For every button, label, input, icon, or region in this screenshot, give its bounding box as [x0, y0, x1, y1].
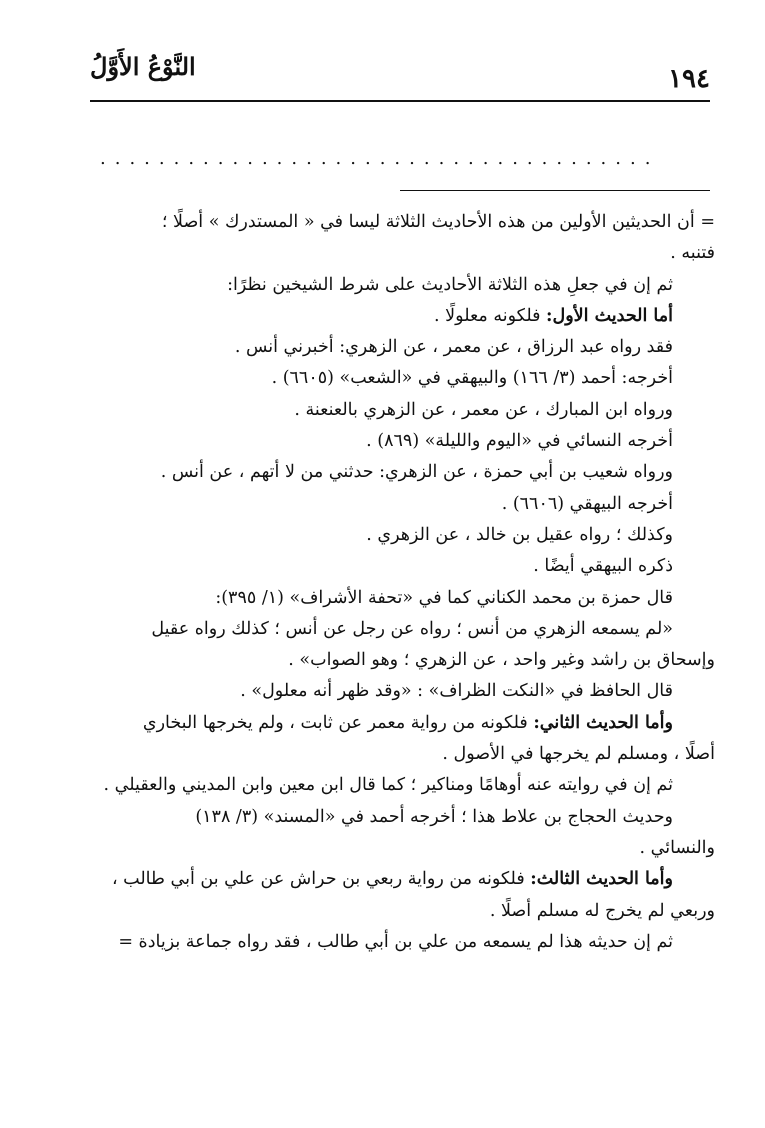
text-line	[80, 833, 715, 864]
line-text: فتنبه .	[670, 243, 715, 264]
line-text: أخرجه: أحمد (٣/ ١٦٦) والبيهقي في «الشعب» (٦٦٠٥) .	[271, 368, 673, 389]
text-line	[80, 207, 715, 238]
text-line	[80, 802, 715, 833]
header-rule	[90, 100, 710, 102]
text-line	[80, 614, 715, 645]
line-text: قال الحافظ في «النكت الظراف» : «وقد ظهر أنه معلول» .	[240, 681, 673, 702]
line-text: ثم إن في جعلِ هذه الثلاثة الأحاديث على شرط الشيخين نظرًا:	[227, 274, 673, 295]
line-text: وحديث الحجاج بن علاط هذا ؛ أخرجه أحمد في «المسند» (٣/ ١٣٨)	[195, 806, 673, 827]
line-text: والنسائي .	[639, 837, 715, 858]
text-line	[80, 770, 715, 801]
text-line	[80, 739, 715, 770]
section-heading: وأما الحديث الثاني:	[533, 712, 673, 733]
line-text: وإسحاق بن راشد وغير واحد ، عن الزهري ؛ وهو الصواب» .	[288, 650, 715, 671]
text-line	[80, 457, 715, 488]
text-line	[80, 676, 715, 707]
omitted-text-dots: ......................................	[100, 148, 660, 169]
line-text: ورواه ابن المبارك ، عن معمر ، عن الزهري بالعنعنة .	[294, 399, 673, 420]
section-heading: وأما الحديث الثالث:	[530, 869, 673, 890]
line-text: وكذلك ؛ رواه عقيل بن خالد ، عن الزهري .	[366, 524, 673, 545]
text-line	[80, 896, 715, 927]
line-text: ثم إن في روايته عنه أوهامًا ومناكير ؛ كما قال ابن معين وابن المديني والعقيلي .	[103, 775, 673, 796]
line-text: وربعي لم يخرج له مسلم أصلًا .	[489, 900, 715, 921]
line-text: «لم يسمعه الزهري من أنس ؛ رواه عن رجل عن أنس ؛ كذلك رواه عقيل	[151, 618, 673, 639]
text-line	[80, 270, 715, 301]
line-text: فقد رواه عبد الرزاق ، عن معمر ، عن الزهري: أخبرني أنس .	[234, 337, 673, 358]
line-text: ذكره البيهقي أيضًا .	[533, 556, 673, 577]
line-text: = أن الحديثين الأولين من هذه الأحاديث الثلاثة ليسا في « المستدرك » أصلًا ؛	[161, 212, 715, 232]
footnote-body	[80, 207, 715, 958]
line-text: ورواه شعيب بن أبي حمزة ، عن الزهري: حدثني من لا أتهم ، عن أنس .	[160, 462, 673, 483]
text-line	[80, 645, 715, 676]
text-line	[80, 238, 715, 269]
running-title: النَّوْعُ الأَوَّلُ	[90, 52, 196, 81]
text-line	[80, 927, 715, 958]
line-text: أخرجه النسائي في «اليوم والليلة» (٨٦٩) .	[366, 431, 673, 452]
text-line	[80, 363, 715, 394]
text-line	[80, 301, 715, 332]
line-text: أصلًا ، ومسلم لم يخرجها في الأصول .	[442, 744, 715, 765]
line-text: قال حمزة بن محمد الكناني كما في «تحفة الأشراف» (١/ ٣٩٥):	[215, 587, 673, 608]
text-line	[80, 520, 715, 551]
line-text: أخرجه البيهقي (٦٦٠٦) .	[501, 493, 673, 514]
line-text: فلكونه من رواية ربعي بن حراش عن علي بن أبي طالب ،	[111, 869, 531, 890]
text-line	[80, 583, 715, 614]
section-heading: أما الحديث الأول:	[546, 305, 673, 326]
text-line	[80, 864, 715, 895]
text-line	[80, 708, 715, 739]
footnote-separator	[400, 190, 710, 191]
line-text: ثم إن حديثه هذا لم يسمعه من علي بن أبي طالب ، فقد رواه جماعة بزيادة =	[118, 931, 673, 952]
text-line	[80, 332, 715, 363]
line-text: فلكونه معلولًا .	[434, 305, 547, 326]
text-line	[80, 551, 715, 582]
text-line	[80, 426, 715, 457]
page-number: ١٩٤	[668, 64, 710, 94]
text-line	[80, 489, 715, 520]
line-text: فلكونه من رواية معمر عن ثابت ، ولم يخرجها البخاري	[142, 712, 534, 733]
text-line	[80, 395, 715, 426]
